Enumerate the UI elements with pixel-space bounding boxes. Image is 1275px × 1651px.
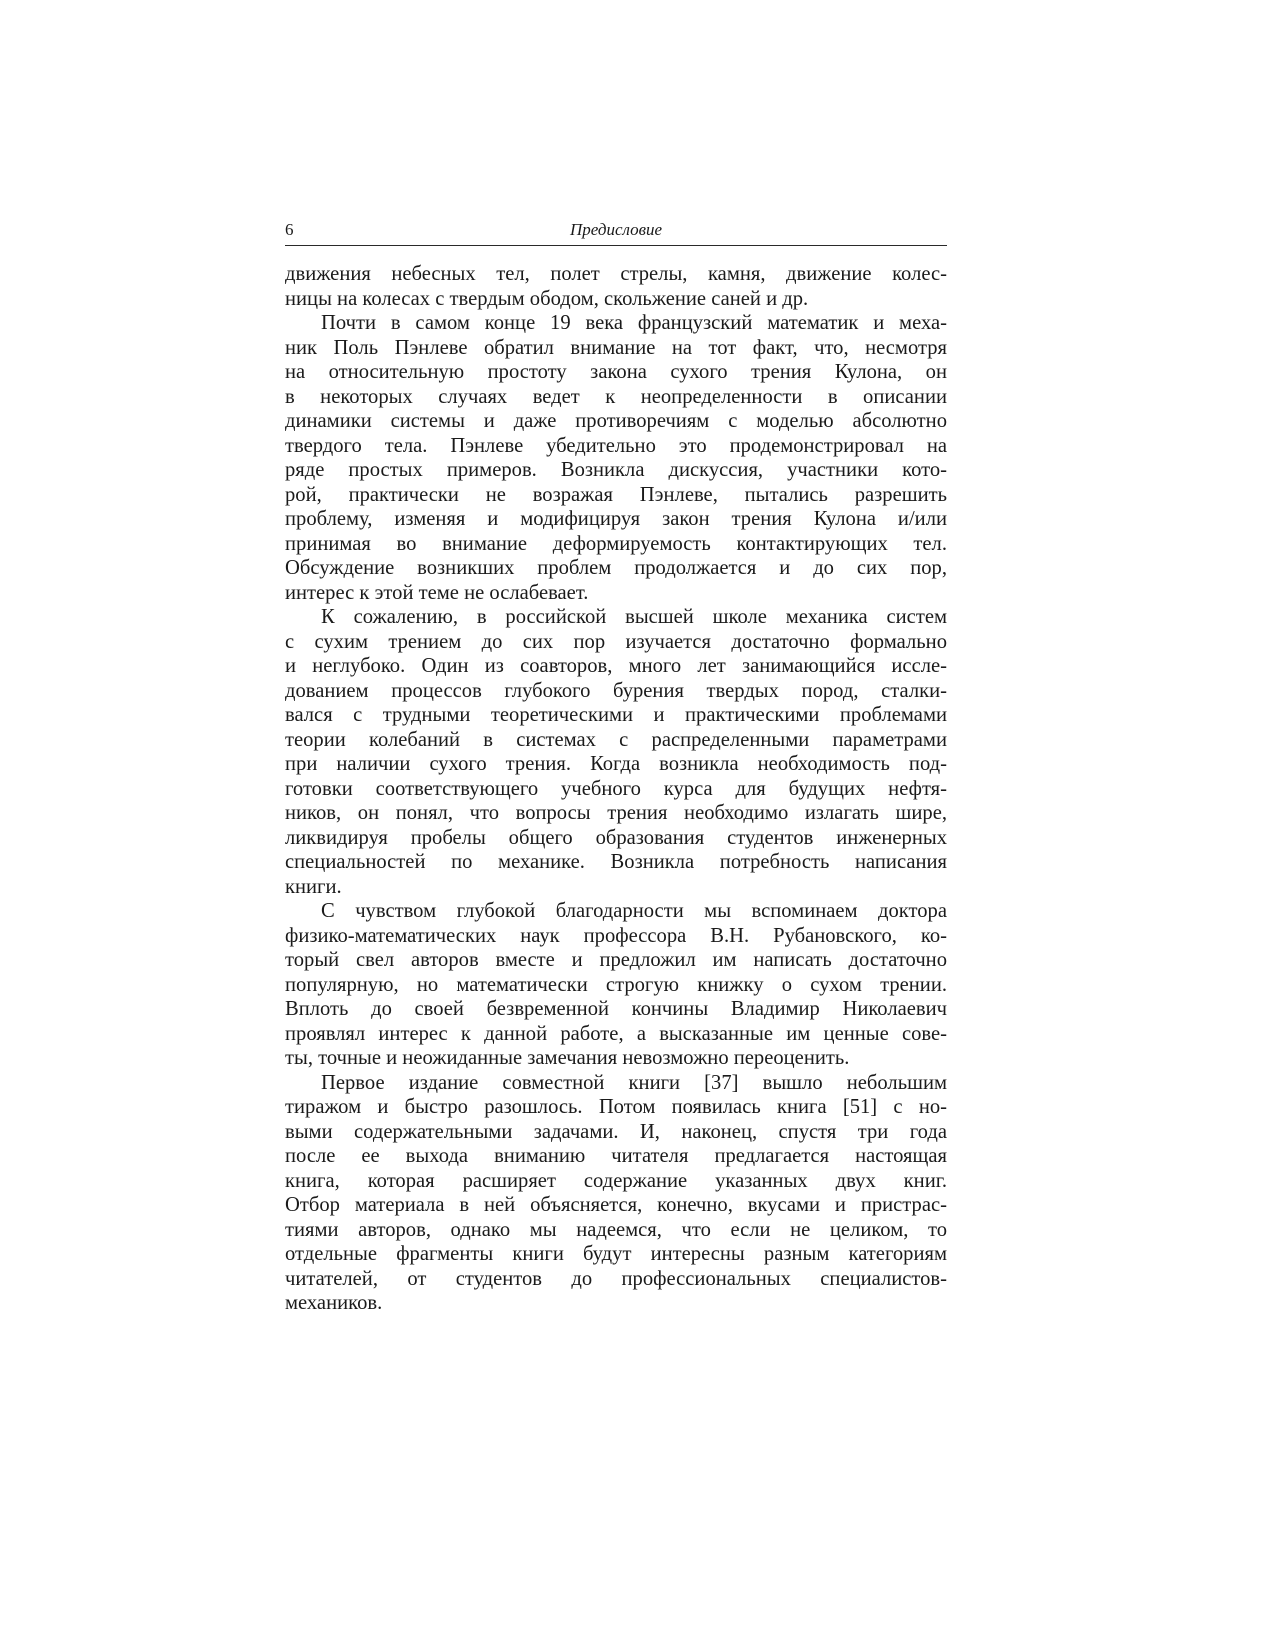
text-line: рой, практически не возражая Пэнлеве, пытались разрешить [285, 483, 947, 506]
text-line: твердого тела. Пэнлеве убедительно это продемонстрировал на [285, 434, 947, 457]
paragraph [285, 1071, 947, 1316]
text-line: Вплоть до своей безвременной кончины Владимир Николаевич [285, 998, 947, 1020]
text-line: тиражом и быстро разошлось. Потом появилась книга [51] с но- [285, 1096, 947, 1118]
text-line: К сожалению, в российской высшей школе механика систем [321, 606, 947, 628]
text-line: Обсуждение возникших проблем продолжается и до сих пор, [285, 557, 947, 579]
text-line: принимая во внимание деформируемость контактирующих тел. [285, 532, 947, 555]
text-line: Отбор материала в ней объясняется, конечно, вкусами и пристрас- [285, 1194, 947, 1216]
paragraph [285, 311, 947, 605]
text-line: специальностей по механике. Возникла потребность написания [285, 851, 947, 873]
text-line: ников, он понял, что вопросы трения необходимо излагать шире, [285, 802, 947, 824]
text-line: популярную, но математически строгую книжку о сухом трении. [285, 973, 947, 996]
page-number: 6 [285, 220, 294, 239]
text-line: вался с трудными теоретическими и практическими проблемами [285, 704, 947, 726]
paragraph [285, 605, 947, 899]
text-line: теории колебаний в системах с распределенными параметрами [285, 728, 947, 751]
text-line: ты, точные и неожиданные замечания невозможно переоценить. [285, 1047, 850, 1069]
text-line: выми содержательными задачами. И, наконец, спустя три года [285, 1120, 947, 1143]
text-line: интерес к этой теме не ослабевает. [285, 581, 589, 604]
text-line: ник Поль Пэнлеве обратил внимание на тот факт, что, несмотря [285, 336, 947, 359]
text-line: при наличии сухого трения. Когда возникла необходимость под- [285, 753, 947, 775]
text-line: динамики системы и даже противоречиям с моделью абсолютно [285, 410, 947, 432]
text-line: ницы на колесах с твердым ободом, скольжение саней и др. [285, 287, 809, 310]
text-line: торый свел авторов вместе и предложил им написать достаточно [285, 949, 947, 971]
running-title: Предисловие [569, 220, 663, 239]
text-line: на относительную простоту закона сухого трения Кулона, он [285, 361, 947, 383]
text-line: читателей, от студентов до профессиональных специалистов- [285, 1267, 947, 1290]
text-line: Почти в самом конце 19 века французский математик и меха- [321, 312, 947, 334]
text-line: ликвидируя пробелы общего образования студентов инженерных [285, 826, 947, 849]
text-line: физико-математических наук профессора В.Н. Рубановского, ко- [285, 924, 947, 947]
text-line: отдельные фрагменты книги будут интересны разным категориям [285, 1243, 947, 1265]
text-line: ряде простых примеров. Возникла дискуссия, участники кото- [285, 459, 947, 481]
text-line: в некоторых случаях ведет к неопределенности в описании [285, 385, 947, 408]
text-line: дованием процессов глубокого бурения твердых пород, сталки- [285, 679, 947, 702]
text-line: механиков. [285, 1292, 383, 1314]
page-header [285, 219, 947, 246]
text-line: проявлял интерес к данной работе, а высказанные им ценные сове- [285, 1022, 947, 1045]
paragraph [285, 899, 947, 1071]
text-line: проблему, изменяя и модифицируя закон трения Кулона и/или [285, 508, 947, 530]
text-line: с сухим трением до сих пор изучается достаточно формально [285, 630, 947, 653]
text-line: Первое издание совместной книги [37] вышло небольшим [321, 1071, 947, 1094]
text-line: движения небесных тел, полет стрелы, камня, движение колес- [285, 263, 947, 285]
text-line: книга, которая расширяет содержание указанных двух книг. [285, 1169, 947, 1192]
text-line: и неглубоко. Один из соавторов, много лет занимающийся иссле- [285, 655, 947, 677]
text-line: тиями авторов, однако мы надеемся, что если не целиком, то [285, 1218, 947, 1241]
text-line: после ее выхода вниманию читателя предлагается настоящая [285, 1145, 947, 1167]
body-text [285, 262, 947, 1316]
paragraph [285, 262, 947, 311]
text-line: готовки соответствующего учебного курса для будущих нефтя- [285, 777, 947, 800]
text-line: С чувством глубокой благодарности мы вспоминаем доктора [321, 900, 947, 922]
text-line: книги. [285, 875, 342, 898]
